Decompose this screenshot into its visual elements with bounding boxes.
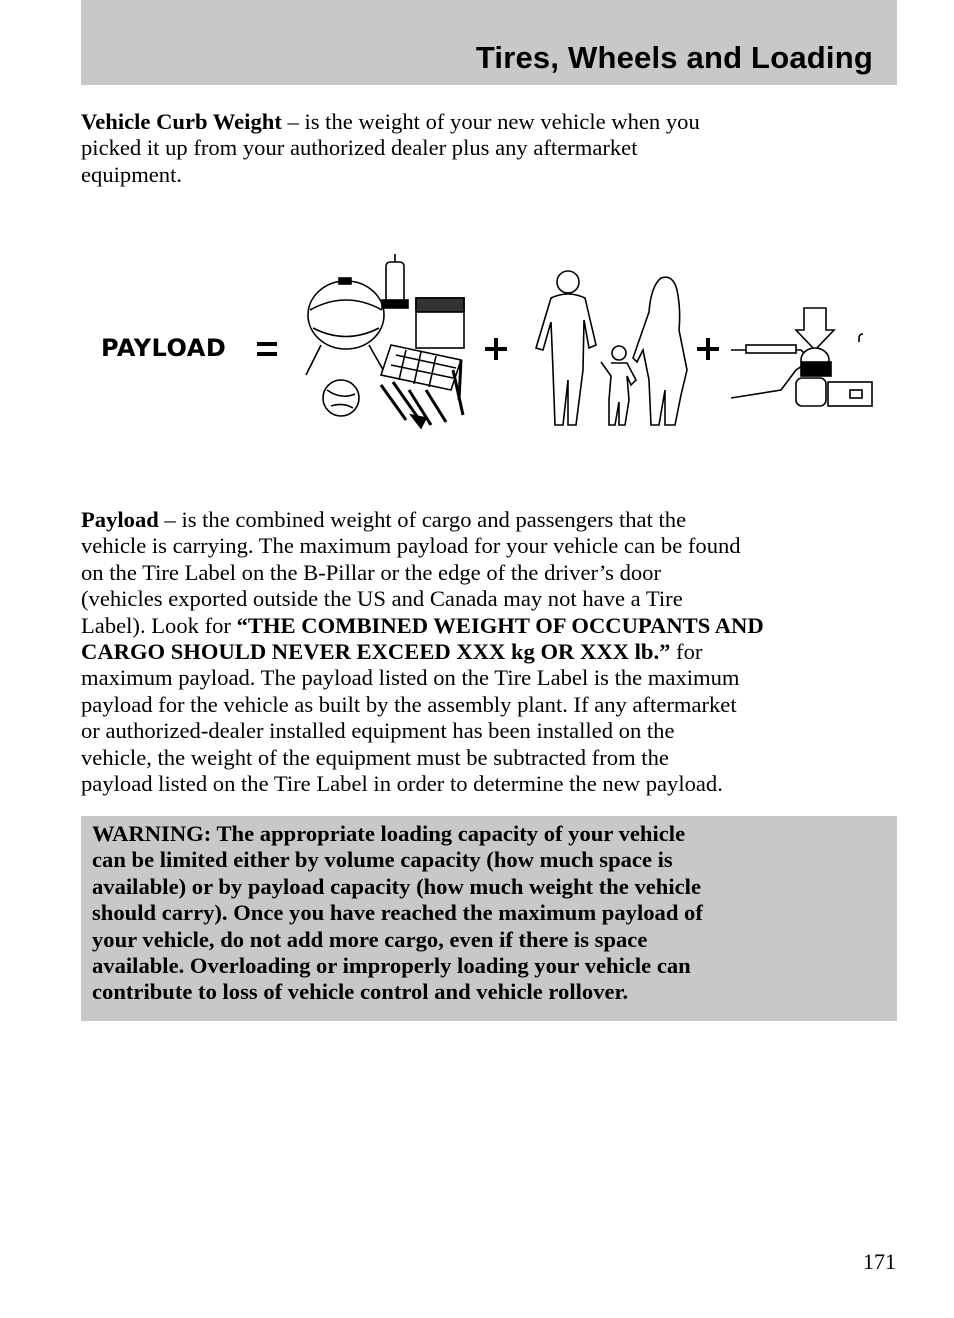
payload-line: maximum payload. The payload listed on the Tire Label is the maximum xyxy=(81,665,740,691)
warning-line: contribute to loss of vehicle control and vehicle rollover. xyxy=(92,979,629,1005)
warning-line: your vehicle, do not add more cargo, even if there is space xyxy=(92,926,648,952)
payload-line: payload for the vehicle as built by the assembly plant. If any aftermarket xyxy=(81,691,737,717)
trailer-hitch-icon xyxy=(731,308,872,406)
warning-line: available) or by payload capacity (how much weight the vehicle xyxy=(92,873,701,899)
plus-sign xyxy=(697,338,719,360)
plus-sign xyxy=(485,338,507,360)
payload-line: vehicle is carrying. The maximum payload for your vehicle can be found xyxy=(81,533,741,559)
curb-weight-term: Vehicle Curb Weight xyxy=(81,109,282,134)
payload-line: Label). Look for xyxy=(81,612,237,638)
payload-paragraph xyxy=(81,507,897,797)
payload-line: on the Tire Label on the B-Pillar or the edge of the driver’s door xyxy=(81,559,661,585)
warning-line: available. Overloading or improperly loading your vehicle can xyxy=(92,953,691,979)
equals-sign xyxy=(257,342,277,356)
payload-line: or authorized-dealer installed equipment has been installed on the xyxy=(81,718,675,744)
passengers-icon xyxy=(536,271,687,425)
payload-label-quote: CARGO SHOULD NEVER EXCEED XXX kg OR XXX lb.” xyxy=(81,639,671,665)
warning-line: WARNING: The appropriate loading capacity of your vehicle xyxy=(92,821,686,846)
payload-line: vehicle, the weight of the equipment must be subtracted from the xyxy=(81,744,669,770)
payload-figure xyxy=(81,250,881,440)
payload-line: for xyxy=(670,639,703,665)
payload-line: – is the combined weight of cargo and passengers that the xyxy=(158,507,687,532)
payload-label-quote: “THE COMBINED WEIGHT OF OCCUPANTS AND xyxy=(236,612,764,638)
curb-weight-line: equipment. xyxy=(81,161,183,187)
warning-line: should carry). Once you have reached the maximum payload of xyxy=(92,900,703,926)
curb-weight-line: – is the weight of your new vehicle when you xyxy=(281,109,700,134)
payload-line: (vehicles exported outside the US and Canada may not have a Tire xyxy=(81,586,683,612)
payload-line: payload listed on the Tire Label in order to determine the new payload. xyxy=(81,771,723,797)
payload-equation-svg xyxy=(81,250,881,440)
cargo-icon xyxy=(306,254,464,428)
warning-line: can be limited either by volume capacity (how much space is xyxy=(92,847,673,873)
page-title: Tires, Wheels and Loading xyxy=(475,40,873,75)
warning-box xyxy=(81,816,897,1021)
page-number: 171 xyxy=(863,1249,896,1274)
payload-label: PAYLOAD xyxy=(101,334,227,362)
payload-term: Payload xyxy=(81,507,159,532)
warning-text xyxy=(92,821,703,1006)
curb-weight-paragraph xyxy=(81,109,897,188)
header-band xyxy=(81,0,897,85)
curb-weight-line: picked it up from your authorized dealer plus any aftermarket xyxy=(81,135,638,161)
